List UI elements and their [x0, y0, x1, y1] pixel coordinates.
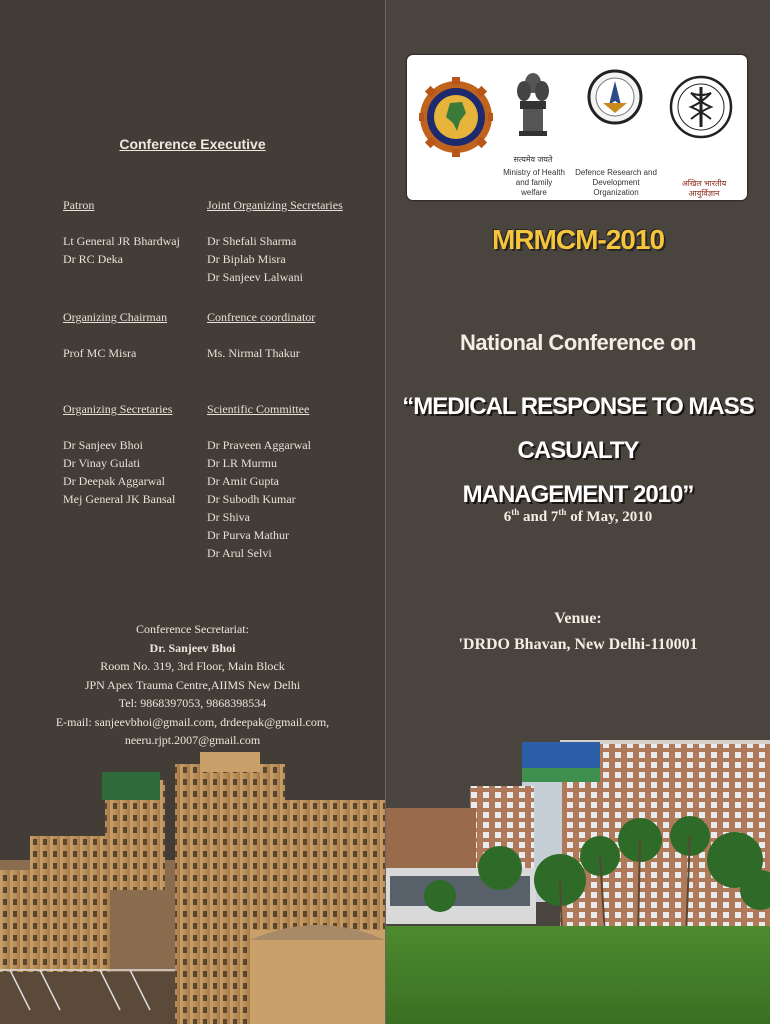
committee-member-name: Dr LR Murmu: [207, 456, 277, 470]
secretariat-email: E-mail: sanjeevbhoi@gmail.com, drdeepak@gmail.com,: [55, 714, 330, 729]
emblem-caption: सत्यमेव जयते: [513, 155, 553, 164]
secretariat-centre: JPN Apex Trauma Centre,AIIMS New Delhi: [84, 677, 301, 692]
conference-dates: [386, 507, 770, 526]
org-chairman-block: [63, 308, 167, 362]
patron-name: Dr RC Deka: [63, 252, 123, 266]
coordinator-block: [207, 308, 315, 362]
org-secretaries-block: [63, 400, 175, 508]
campus-photo: [0, 740, 770, 1024]
drdo-caption-line: Defence Research and: [575, 168, 657, 177]
moh-caption: [503, 168, 565, 198]
drdo-caption-line: Development Organization: [592, 178, 640, 197]
logo-panel: [407, 55, 747, 200]
joint-org-secretaries-block: [207, 196, 343, 286]
conference-acronym: MRMCM-2010: [491, 224, 665, 255]
org-secretary-name: Dr Sanjeev Bhoi: [63, 438, 143, 452]
joint-org-secretaries-heading: Joint Organizing Secretaries: [207, 198, 343, 212]
date-and: and 7: [519, 509, 559, 525]
theme-line: MANAGEMENT 2010”: [462, 481, 694, 508]
org-secretary-name: Dr Vinay Gulati: [63, 456, 141, 470]
date-day1: 6: [503, 509, 512, 525]
disaster-management-emblem-icon: [419, 65, 493, 189]
aiims-caption: अखिल भारतीय आयुर्विज्ञान: [681, 179, 727, 198]
patron-name: Lt General JR Bhardwaj: [63, 234, 180, 248]
joint-org-secretary-name: Dr Sanjeev Lalwani: [207, 270, 303, 284]
joint-org-secretary-name: Dr Biplab Misra: [207, 252, 286, 266]
theme-line: “MEDICAL RESPONSE TO MASS CASUALTY: [402, 393, 754, 464]
committee-member-name: Dr Arul Selvi: [207, 546, 272, 560]
coordinator-heading: Confrence coordinator: [207, 310, 316, 324]
committee-member-name: Dr Amit Gupta: [207, 474, 279, 488]
secretariat-label: Conference Secretariat:: [136, 622, 249, 636]
scientific-committee-block: [207, 400, 311, 562]
secretariat-room: Room No. 319, 3rd Floor, Main Block: [100, 659, 285, 673]
secretariat-block: [0, 620, 385, 750]
aiims-logo-icon: [669, 63, 733, 153]
secretariat-email: neeru.rjpt.2007@gmail.com: [124, 733, 261, 747]
venue-label: Venue:: [554, 610, 602, 627]
conference-executive-title: Conference Executive: [119, 136, 266, 152]
national-emblem-icon: [515, 69, 551, 155]
date-sup1: th: [511, 507, 520, 517]
moh-caption-line: and family welfare: [515, 178, 553, 197]
moh-caption-line: Ministry of Health: [503, 168, 565, 177]
joint-org-secretary-name: Dr Shefali Sharma: [207, 234, 297, 248]
patron-heading: Patron: [63, 198, 95, 212]
org-chairman-heading: Organizing Chairman: [63, 310, 168, 324]
secretariat-name: Dr. Sanjeev Bhoi: [149, 640, 236, 655]
patron-block: [63, 196, 180, 268]
conference-theme: [386, 385, 770, 517]
venue-address: 'DRDO Bhavan, New Delhi-110001: [458, 636, 698, 653]
scientific-committee-heading: Scientific Committee: [207, 402, 310, 416]
coordinator-name: Ms. Nirmal Thakur: [207, 346, 300, 360]
drdo-caption: [570, 168, 662, 198]
committee-member-name: Dr Purva Mathur: [207, 528, 289, 542]
org-secretary-name: Mej General JK Bansal: [63, 492, 176, 506]
drdo-logo-icon: [587, 65, 643, 129]
org-secretaries-heading: Organizing Secretaries: [63, 402, 173, 416]
committee-member-name: Dr Praveen Aggarwal: [207, 438, 311, 452]
org-secretary-name: Dr Deepak Aggarwal: [63, 474, 165, 488]
committee-member-name: Dr Subodh Kumar: [207, 492, 296, 506]
date-rest: of May, 2010: [566, 509, 653, 525]
date-sup2: th: [558, 507, 567, 517]
secretariat-tel: Tel: 9868397053, 9868398534: [118, 696, 267, 710]
committee-member-name: Dr Shiva: [207, 510, 250, 524]
org-chairman-name: Prof MC Misra: [63, 346, 137, 360]
conference-subtitle: National Conference on: [460, 330, 696, 355]
